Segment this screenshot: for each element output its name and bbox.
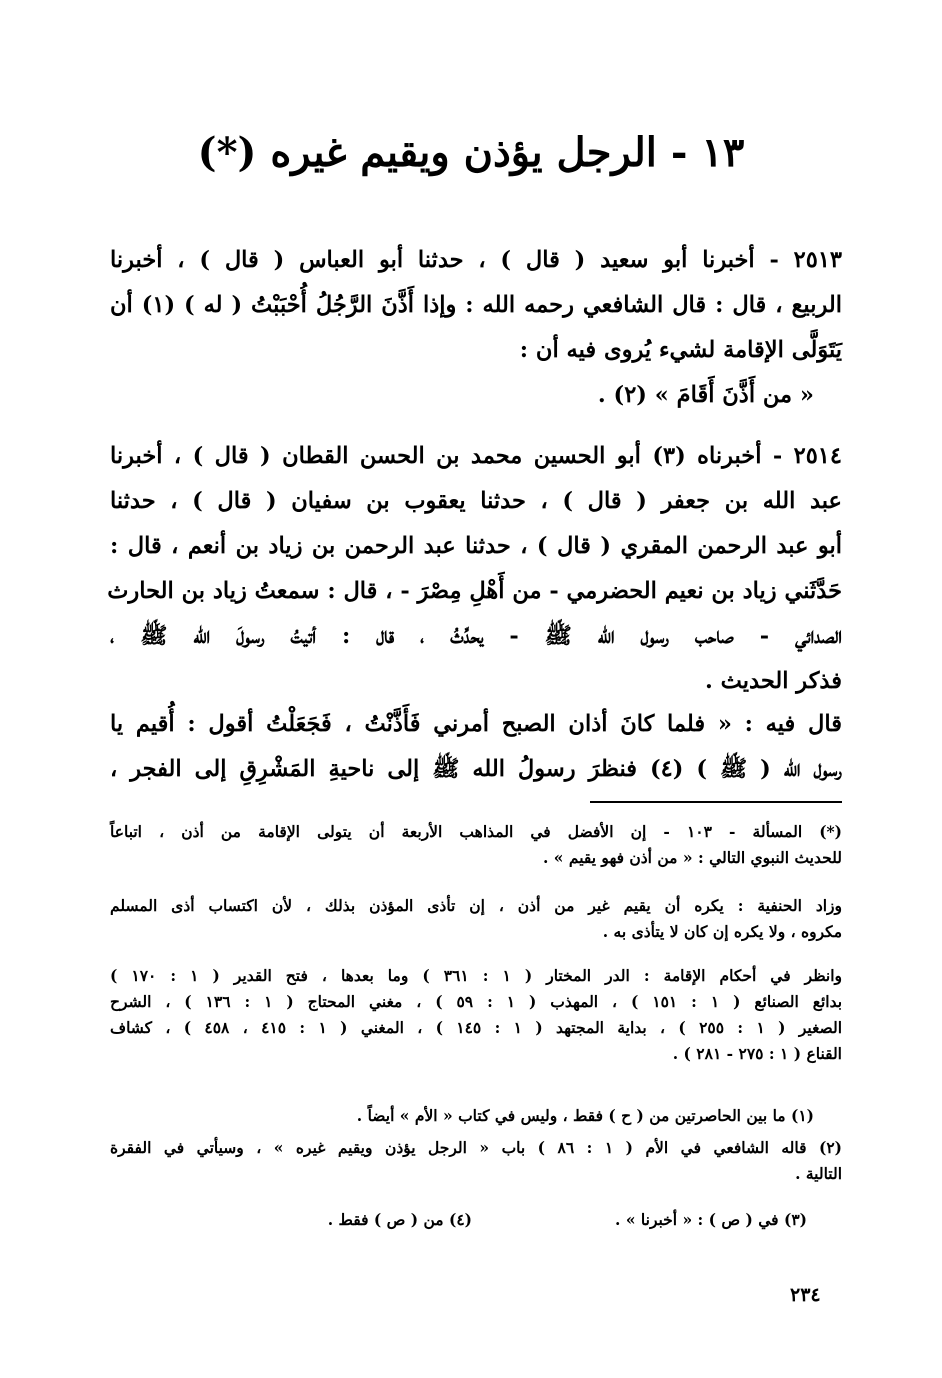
text-line: الصدائي - صاحب رسول الله ﷺ - يحدِّثُ ، قال : أتيتُ رسولَ الله ﷺ ، — [110, 623, 842, 649]
text-line: فذكر الحديث . — [705, 668, 842, 694]
footnote-line: وانظر في أحكام الإقامة : الدر المختار ( ١ : ٣٦١ ) وما بعدها ، فتح القدير ( ١ : ١٧٠ ) — [110, 966, 843, 985]
chapter-title: ١٣ - الرجل يؤذن ويقيم غيره (*) — [197, 129, 745, 176]
footnote-line: (١) ما بين الحاصرتين من ( ح ) فقط ، وليس في كتاب « الأم » أيضاً . — [356, 1106, 814, 1125]
footnote-line: وزاد الحنفية : يكره أن يقيم غير من أذن ، إن تأذى المؤذن بذلك ، لأن اكتساب أذى المسلم — [110, 896, 842, 915]
footnote-2 — [110, 1135, 842, 1187]
page-number: ٢٣٤ — [790, 1284, 821, 1306]
text-line: قال فيه : « فلما كانَ أذان الصبح أمرني فَأَذَّنْتُ ، فَجَعَلْتُ أقول : أُقيم يا — [110, 711, 842, 737]
footnote-line: (٢) قاله الشافعي في الأم ( ١ : ٨٦ ) باب « الرجل يؤذن ويقيم غيره » ، وسيأتي في الفقرة — [110, 1138, 843, 1157]
footnote-4: (٤) من ( ص ) فقط . — [327, 1210, 472, 1229]
text-line: حَدَّثَني زياد بن نعيم الحضرمي - من أَهْلِ مِصْرَ - ، قال : سمعتُ زياد بن الحارث — [107, 578, 842, 604]
footnote-line: مكروه ، ولا يكره إن كان لا يتأذى به . — [602, 922, 842, 941]
footnote-line: بدائع الصنائع ( ١ : ١٥١ ) ، المهذب ( ١ : ٥٩ ) ، مغني المحتاج ( ١ : ١٣٦ ) ، الشرح — [110, 992, 843, 1011]
footnote-references — [110, 963, 842, 1067]
text-line: يَتَوَلَّى الإقامة لشيء يُروى فيه أن : — [519, 337, 842, 363]
footnote-line: التالية . — [795, 1164, 842, 1183]
footnote-line: القناع ( ١ : ٢٧٥ - ٢٨١ ) . — [672, 1044, 842, 1063]
text-line: ٢٥١٣ - أخبرنا أبو سعيد ( قال ) ، حدثنا أبو العباس ( قال ) ، أخبرنا — [110, 247, 842, 273]
text-line: « من أَذَّنَ أَقَامَ » (٢) . — [597, 382, 814, 408]
footnote-line: (*) المسألة - ١٠٣ - إن الأفضل في المذاهب الأربعة أن يتولى الإقامة من أذن ، اتباعاً — [110, 822, 842, 841]
text-line: ٢٥١٤ - أخبرناه (٣) أبو الحسين محمد بن الحسن القطان ( قال ) ، أخبرنا — [110, 443, 842, 469]
footnote-line: للحديث النبوي التالي : « من أذن فهو يقيم » . — [543, 848, 842, 867]
paragraph-continuation — [110, 702, 842, 792]
footnote-hanafi — [110, 893, 842, 945]
text-line: الربيع ، قال : قال الشافعي رحمه الله : وإذا أَذَّنَ الرَّجُلُ أُحْبَبْتُ ( له ) (١) أن — [110, 292, 842, 318]
footnote-1 — [110, 1103, 842, 1129]
text-line: أبو عبد الرحمن المقري ( قال ) ، حدثنا عبد الرحمن بن زياد بن أنعم ، قال : — [110, 533, 842, 559]
footnote-3: (٣) في ( ص ) : « أخبرنا » . — [615, 1210, 807, 1229]
footnote-star — [110, 819, 842, 871]
text-line: رسول الله ( ﷺ ) (٤) فنظرَ رسولُ الله ﷺ إلى ناحيةِ المَشْرِقِ إلى الفجر ، — [110, 756, 842, 782]
text-line: عبد الله بن جعفر ( قال ) ، حدثنا يعقوب بن سفيان ( قال ) ، حدثنا — [110, 488, 842, 514]
paragraph-2513 — [110, 238, 842, 418]
footnote-separator — [590, 801, 842, 803]
footnote-line: الصغير ( ١ : ٢٥٥ ) ، بداية المجتهد ( ١ : ١٤٥ ) ، المغني ( ١ : ٤١٥ ، ٤٥٨ ) ، كشاف — [110, 1018, 843, 1037]
paragraph-2514 — [107, 434, 842, 704]
